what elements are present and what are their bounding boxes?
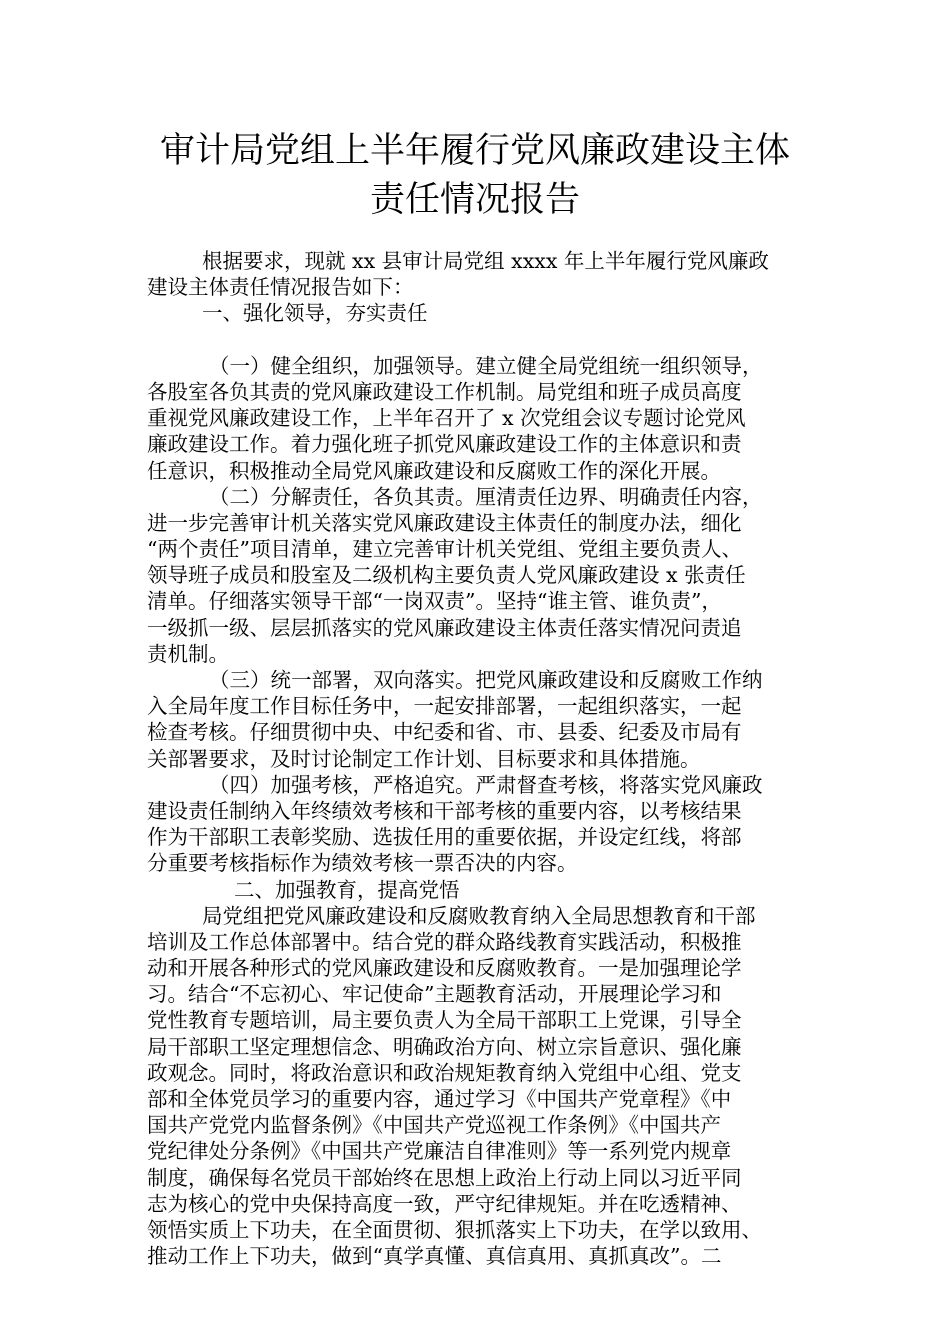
body-line: （二）分解责任，各负其责。厘清责任边界、明确责任内容，: [209, 484, 763, 509]
body-line: 任意识，积极推动全局党风廉政建设和反腐败工作的深化开展。: [147, 458, 721, 483]
section-heading-2: 二、加强教育，提高党悟: [234, 877, 460, 902]
body-line: 国共产党党内监督条例》《中国共产党巡视工作条例》《中国共产: [147, 1113, 721, 1138]
body-line: （四）加强考核，严格追究。严肃督查考核，将落实党风廉政: [209, 772, 763, 797]
body-line: “两个责任”项目清单，建立完善审计机关党组、党组主要负责人、: [147, 537, 742, 562]
document-body: [147, 248, 822, 1269]
body-line: 建设主体责任情况报告如下：: [147, 275, 414, 300]
body-line: 动和开展各种形式的党风廉政建设和反腐败教育。一是加强理论学: [147, 956, 742, 981]
body-line: 党纪律处分条例》《中国共产党廉洁自律准则》等一系列党内规章: [147, 1139, 732, 1164]
body-line: 进一步完善审计机关落实党风廉政建设主体责任的制度办法，细化: [147, 510, 742, 535]
body-line: （三）统一部署，双向落实。把党风廉政建设和反腐败工作纳: [209, 668, 763, 692]
body-line: 关部署要求，及时讨论制定工作计划、目标要求和具体措施。: [147, 746, 701, 771]
body-line: 根据要求，现就 xx 县审计局党组 xxxx 年上半年履行党风廉政: [202, 249, 769, 273]
document-title-line-2: 责任情况报告: [369, 180, 580, 220]
section-heading-1: 一、强化领导，夯实责任: [202, 301, 428, 326]
body-line: 推动工作上下功夫，做到“真学真懂、真信真用、真抓真改”。二: [147, 1244, 722, 1269]
body-line: 局党组把党风廉政建设和反腐败教育纳入全局思想教育和干部: [202, 903, 756, 928]
body-line: 志为核心的党中央保持高度一致，严守纪律规矩。并在吃透精神、: [147, 1191, 742, 1216]
body-line: 清单。仔细落实领导干部“一岗双责”。坚持“谁主管、谁负责”，: [147, 589, 722, 614]
body-line: 领悟实质上下功夫，在全面贯彻、狠抓落实上下功夫，在学以致用、: [147, 1217, 762, 1242]
body-line: 培训及工作总体部署中。结合党的群众路线教育实践活动，积极推: [147, 929, 742, 954]
body-line: 习。结合“不忘初心、牢记使命”主题教育活动，开展理论学习和: [147, 982, 722, 1007]
body-line: 政观念。同时，将政治意识和政治规矩教育纳入党组中心组、党支: [147, 1060, 742, 1085]
body-line: 责机制。: [147, 641, 229, 666]
document-title-line-1: 审计局党组上半年履行党风廉政建设主体: [159, 131, 790, 171]
body-line: 廉政建设工作。着力强化班子抓党风廉政建设工作的主体意识和责: [147, 432, 742, 457]
body-line: 制度，确保每名党员干部始终在思想上政治上行动上同以习近平同: [147, 1165, 742, 1190]
body-line: 局干部职工坚定理想信念、明确政治方向、树立宗旨意识、强化廉: [147, 1034, 742, 1059]
body-line: 作为干部职工表彰奖励、选拔任用的重要依据，并设定红线，将部: [147, 825, 742, 850]
body-line: 部和全体党员学习的重要内容，通过学习《中国共产党章程》《中: [147, 1087, 732, 1111]
body-line: 领导班子成员和股室及二级机构主要负责人党风廉政建设 x 张责任: [147, 563, 746, 588]
body-line: 各股室各负其责的党风廉政建设工作机制。局党组和班子成员高度: [147, 379, 742, 404]
body-line: 建设责任制纳入年终绩效考核和干部考核的重要内容，以考核结果: [147, 798, 742, 823]
body-line: 一级抓一级、层层抓落实的党风廉政建设主体责任落实情况问责追: [147, 615, 742, 640]
body-line: 分重要考核指标作为绩效考核一票否决的内容。: [147, 851, 578, 876]
body-line: 党性教育专题培训，局主要负责人为全局干部职工上党课，引导全: [147, 1008, 742, 1033]
body-line: 重视党风廉政建设工作，上半年召开了 x 次党组会议专题讨论党风: [147, 406, 746, 431]
blank-line: [147, 327, 822, 353]
body-line: 检查考核。仔细贯彻中央、中纪委和省、市、县委、纪委及市局有: [147, 720, 742, 745]
body-line: （一）健全组织，加强领导。建立健全局党组统一组织领导，: [209, 353, 763, 378]
body-line: 入全局年度工作目标任务中，一起安排部署，一起组织落实，一起: [147, 694, 742, 719]
